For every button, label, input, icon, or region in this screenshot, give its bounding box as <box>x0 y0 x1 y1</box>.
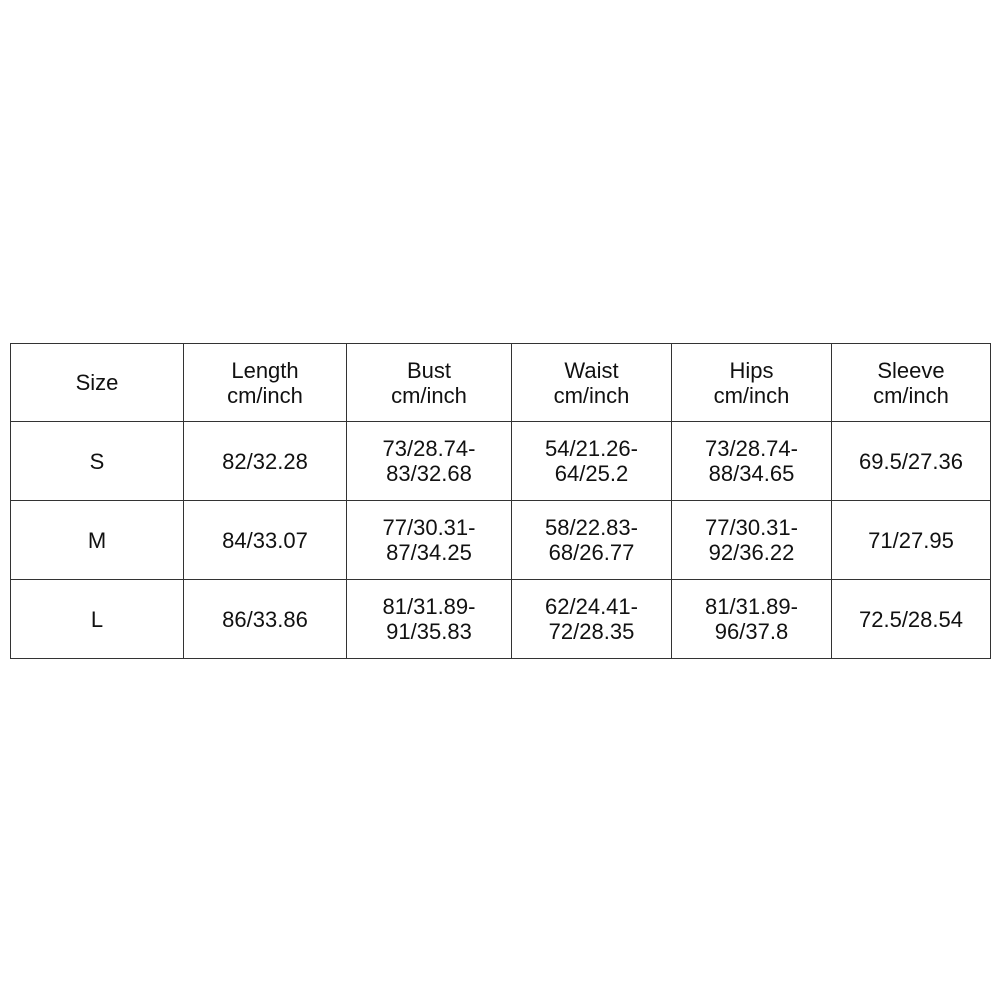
cell-sleeve: 69.5/27.36 <box>832 422 991 501</box>
cell-bust <box>347 580 512 659</box>
header-sleeve <box>832 344 991 422</box>
cell-bust-max: 91/35.83 <box>386 619 472 644</box>
cell-length: 84/33.07 <box>184 501 347 580</box>
cell-sleeve: 71/27.95 <box>832 501 991 580</box>
cell-hips-min: 73/28.74- <box>705 436 798 461</box>
header-length-label: Length <box>231 357 299 383</box>
table-header-row <box>11 344 991 422</box>
cell-bust <box>347 422 512 501</box>
cell-waist-min: 62/24.41- <box>545 594 638 619</box>
cell-waist-max: 72/28.35 <box>548 619 635 644</box>
table-row-s <box>11 422 991 501</box>
header-length-unit: cm/inch <box>227 382 303 408</box>
header-hips <box>672 344 832 422</box>
header-hips-label: Hips <box>729 357 774 383</box>
cell-size: L <box>11 580 184 659</box>
cell-waist-max: 68/26.77 <box>548 540 635 565</box>
cell-bust-max: 83/32.68 <box>386 461 472 486</box>
cell-hips <box>672 422 832 501</box>
header-hips-unit: cm/inch <box>713 382 790 408</box>
header-bust-label: Bust <box>406 357 452 383</box>
cell-hips-min: 81/31.89- <box>705 594 798 619</box>
table-row-m <box>11 501 991 580</box>
cell-length: 86/33.86 <box>184 580 347 659</box>
cell-waist <box>512 501 672 580</box>
cell-bust <box>347 501 512 580</box>
cell-waist-max: 64/25.2 <box>554 461 629 486</box>
cell-waist-min: 58/22.83- <box>545 515 638 540</box>
header-bust-unit: cm/inch <box>391 382 467 408</box>
cell-hips-max: 92/36.22 <box>708 540 795 565</box>
cell-hips <box>672 580 832 659</box>
cell-hips <box>672 501 832 580</box>
cell-size: M <box>11 501 184 580</box>
header-size <box>11 344 184 422</box>
header-size-label: Size <box>75 370 119 395</box>
size-chart-table <box>10 343 991 659</box>
header-waist-unit: cm/inch <box>553 382 630 408</box>
cell-size: S <box>11 422 184 501</box>
header-waist-label: Waist <box>564 357 619 383</box>
header-waist <box>512 344 672 422</box>
cell-bust-min: 81/31.89- <box>382 594 476 619</box>
cell-hips-max: 96/37.8 <box>714 619 789 644</box>
header-sleeve-label: Sleeve <box>877 357 945 383</box>
cell-sleeve: 72.5/28.54 <box>832 580 991 659</box>
cell-length: 82/32.28 <box>184 422 347 501</box>
cell-waist <box>512 422 672 501</box>
header-sleeve-unit: cm/inch <box>873 382 949 408</box>
cell-hips-max: 88/34.65 <box>708 461 795 486</box>
table-row-l <box>11 580 991 659</box>
cell-waist-min: 54/21.26- <box>545 436 638 461</box>
cell-bust-max: 87/34.25 <box>386 540 472 565</box>
cell-waist <box>512 580 672 659</box>
cell-bust-min: 73/28.74- <box>382 436 476 461</box>
cell-hips-min: 77/30.31- <box>705 515 798 540</box>
cell-bust-min: 77/30.31- <box>382 515 476 540</box>
header-bust <box>347 344 512 422</box>
header-length <box>184 344 347 422</box>
